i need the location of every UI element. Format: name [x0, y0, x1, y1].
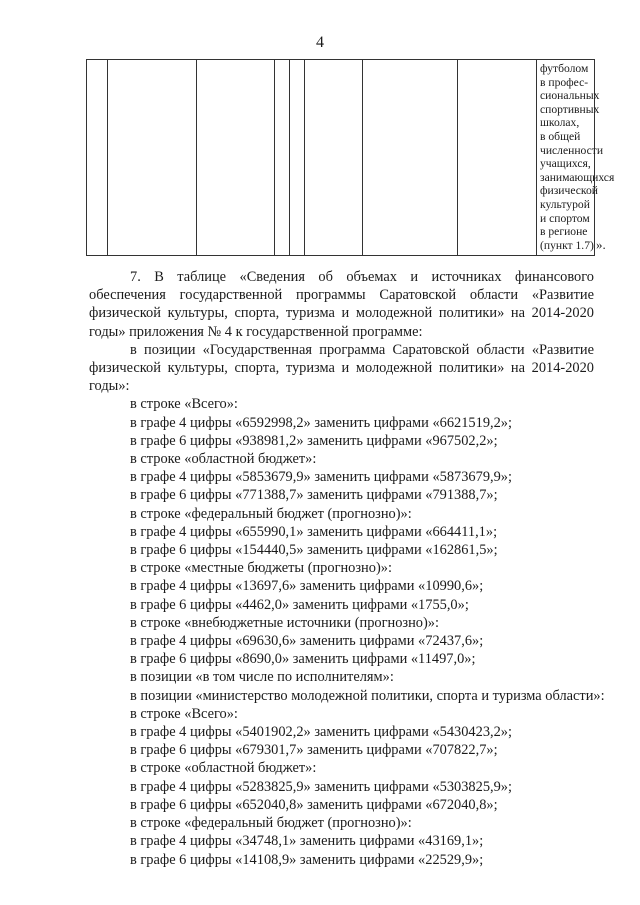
text-line: в графе 4 цифры «6592998,2» заменить цифрами «6621519,2»; [130, 414, 512, 431]
text-line: в графе 4 цифры «5853679,9» заменить цифрами «5873679,9»; [130, 469, 512, 486]
text-line: в позиции «министерство молодежной политики, спорта и туризма области»: [130, 687, 605, 704]
table-cell-indicator [537, 60, 615, 256]
text-line: в графе 4 цифры «5283825,9» заменить цифрами «5303825,9»; [130, 778, 512, 795]
text-line: в строке «местные бюджеты (прогнозно)»: [130, 560, 392, 577]
closing-mark: ». [596, 237, 606, 252]
table-fragment [86, 59, 615, 256]
table-cell [197, 60, 275, 256]
text-line: в графе 6 цифры «679301,7» заменить цифрами «707822,7»; [130, 742, 498, 759]
text-line: в строке «федеральный бюджет (прогнозно)»: [130, 505, 412, 522]
text-line: в строке «Всего»: [130, 705, 238, 722]
text-line: в графе 6 цифры «14108,9» заменить цифрами «22529,9»; [130, 851, 484, 868]
text-line: в строке «внебюджетные источники (прогнозно)»: [130, 614, 439, 631]
cell-line: физической [540, 184, 598, 198]
table-cell [275, 60, 290, 256]
page-number: 4 [316, 34, 324, 51]
table-cell [458, 60, 537, 256]
table-cell [305, 60, 363, 256]
cell-line: занимающихся [540, 170, 615, 184]
cell-line: в общей [540, 129, 581, 143]
cell-line: сиональных [540, 89, 600, 103]
text-line: в графе 4 цифры «13697,6» заменить цифрами «10990,6»; [130, 578, 484, 595]
text-line: в строке «Всего»: [130, 396, 238, 413]
cell-line: спортивных [540, 102, 600, 116]
text-line: в графе 4 цифры «655990,1» заменить цифрами «664411,1»; [130, 523, 498, 540]
cell-line: в профес- [540, 75, 589, 89]
cell-line: численности [540, 143, 604, 157]
text-line: в графе 6 цифры «771388,7» заменить цифрами «791388,7»; [130, 487, 498, 504]
position-paragraph: в позиции «Государственная программа Саратовской области «Развитие физической культуры, спорта, туризма и молодежной политики» на 2014-2020 годы»: [89, 341, 594, 395]
text-line: в строке «областной бюджет»: [130, 451, 317, 468]
text-line: в графе 6 цифры «938981,2» заменить цифрами «967502,2»; [130, 432, 498, 449]
text-line: в графе 6 цифры «8690,0» заменить цифрами «11497,0»; [130, 651, 476, 668]
cell-line: культурой [540, 197, 590, 211]
text-line: в графе 6 цифры «154440,5» заменить цифрами «162861,5»; [130, 542, 498, 559]
text-line: в графе 4 цифры «69630,6» заменить цифрами «72437,6»; [130, 633, 484, 650]
text-line: в графе 6 цифры «652040,8» заменить цифрами «672040,8»; [130, 796, 498, 813]
text-line: в позиции «в том числе по исполнителям»: [130, 669, 394, 686]
table-cell [363, 60, 458, 256]
cell-line: футболом [540, 62, 589, 75]
text-line: в графе 4 цифры «34748,1» заменить цифрами «43169,1»; [130, 833, 484, 850]
cell-line: школах, [540, 116, 580, 130]
document-body [89, 268, 605, 869]
cell-line: и спортом [540, 211, 590, 225]
cell-line: в регионе [540, 225, 588, 239]
table-cell [290, 60, 305, 256]
cell-line: учащихся, [540, 157, 591, 171]
cell-line: (пункт 1.7) [540, 238, 594, 252]
text-line: в графе 4 цифры «5401902,2» заменить цифрами «5430423,2»; [130, 724, 512, 741]
table-cell [87, 60, 108, 256]
section-intro: 7. В таблице «Сведения об объемах и источниках финансового обеспечения государственной программы Саратовской области «Развитие физической культуры, спорта, туризма и молодежной политики» на 2014-2020 годы» приложения № 4 к государственной программе: [89, 269, 594, 340]
text-line: в графе 6 цифры «4462,0» заменить цифрами «1755,0»; [130, 596, 469, 613]
text-line: в строке «федеральный бюджет (прогнозно)»: [130, 815, 412, 832]
text-line: в строке «областной бюджет»: [130, 760, 317, 777]
table-cell [108, 60, 197, 256]
indicator-text [537, 60, 615, 252]
